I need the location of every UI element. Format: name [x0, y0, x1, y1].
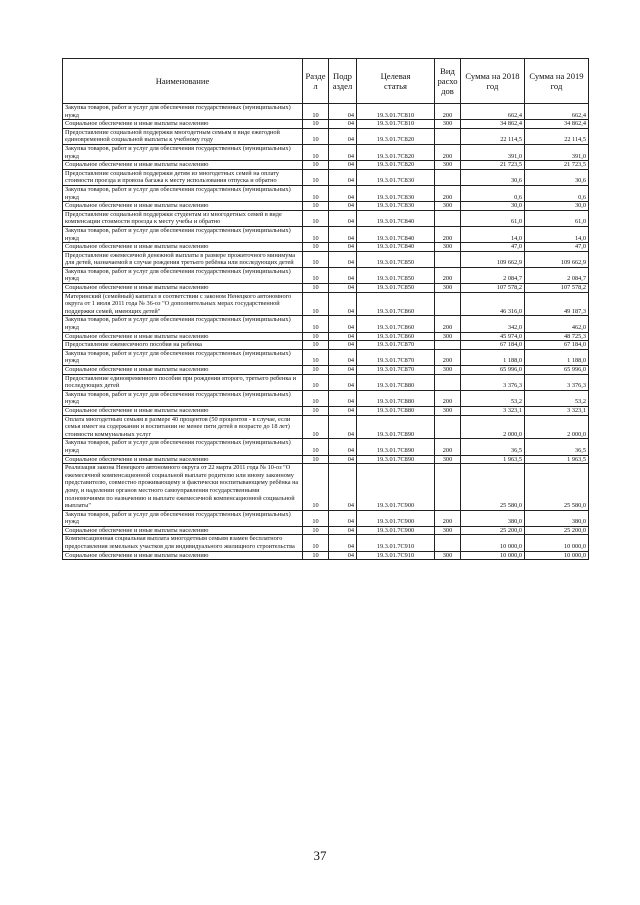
cell-sum-2018: 53,2 [461, 390, 525, 406]
cell-name: Социальное обеспечение и иные выплаты населению [63, 284, 303, 293]
cell-sum-2018: 30,6 [461, 169, 525, 185]
cell-sum-2018: 10 000,0 [461, 551, 525, 560]
cell-name: Закупка товаров, работ и услуг для обеспечения государственных (муниципальных) нужд [63, 439, 303, 455]
cell-sum-2019: 25 580,0 [525, 464, 589, 511]
table-row [63, 510, 589, 526]
header-sum-2019: Сумма на 2019 год [525, 59, 589, 104]
cell-subsection: 04 [329, 510, 357, 526]
cell-section: 10 [303, 535, 329, 551]
cell-sum-2019: 25 200,0 [525, 526, 589, 535]
cell-section: 10 [303, 366, 329, 375]
cell-subsection: 04 [329, 169, 357, 185]
cell-section: 10 [303, 464, 329, 511]
cell-section: 10 [303, 510, 329, 526]
cell-subsection: 04 [329, 144, 357, 160]
cell-sum-2018: 22 114,5 [461, 128, 525, 144]
table-row [63, 390, 589, 406]
table-row [63, 144, 589, 160]
cell-target-article: 19.3.01.7С890 [357, 455, 435, 464]
cell-expense-type [435, 415, 461, 439]
table-body [63, 104, 589, 560]
table-row [63, 128, 589, 144]
cell-section: 10 [303, 210, 329, 226]
table-row [63, 243, 589, 252]
cell-target-article: 19.3.01.7С860 [357, 332, 435, 341]
cell-name: Закупка товаров, работ и услуг для обеспечения государственных (муниципальных) нужд [63, 390, 303, 406]
cell-sum-2019: 34 862,4 [525, 120, 589, 129]
cell-sum-2018: 1 188,0 [461, 349, 525, 365]
cell-sum-2019: 65 996,0 [525, 366, 589, 375]
cell-subsection: 04 [329, 210, 357, 226]
cell-subsection: 04 [329, 535, 357, 551]
table-row [63, 120, 589, 129]
cell-section: 10 [303, 349, 329, 365]
cell-expense-type [435, 535, 461, 551]
cell-target-article: 19.3.01.7С810 [357, 104, 435, 120]
cell-target-article: 19.3.01.7С910 [357, 535, 435, 551]
cell-target-article: 19.3.01.7С880 [357, 390, 435, 406]
cell-subsection: 04 [329, 251, 357, 267]
cell-name: Предоставление единовременного пособия при рождении второго, третьего ребенка и последующих детей [63, 374, 303, 390]
header-target-article: Целевая статья [357, 59, 435, 104]
cell-sum-2019: 2 000,0 [525, 415, 589, 439]
cell-subsection: 04 [329, 292, 357, 316]
cell-target-article: 19.3.01.7С890 [357, 439, 435, 455]
cell-sum-2018: 109 662,9 [461, 251, 525, 267]
cell-subsection: 04 [329, 526, 357, 535]
cell-section: 10 [303, 341, 329, 350]
cell-expense-type [435, 169, 461, 185]
cell-subsection: 04 [329, 366, 357, 375]
cell-sum-2018: 1 963,5 [461, 455, 525, 464]
cell-section: 10 [303, 332, 329, 341]
table-row [63, 366, 589, 375]
cell-sum-2019: 47,0 [525, 243, 589, 252]
cell-section: 10 [303, 551, 329, 560]
cell-sum-2019: 109 662,9 [525, 251, 589, 267]
cell-name: Материнский (семейный) капитал в соответствии с законом Ненецкого автономного округа от 1 июля 2011 года № 36-оз "О дополнительных мерах государственной поддержки семей, имеющих детей" [63, 292, 303, 316]
cell-section: 10 [303, 243, 329, 252]
cell-subsection: 04 [329, 349, 357, 365]
table-row [63, 251, 589, 267]
cell-name: Предоставление социальной поддержки многодетным семьям в виде ежегодной единовременной социальной выплаты к учебному году [63, 128, 303, 144]
cell-subsection: 04 [329, 415, 357, 439]
cell-target-article: 19.3.01.7С820 [357, 144, 435, 160]
cell-subsection: 04 [329, 455, 357, 464]
cell-subsection: 04 [329, 185, 357, 201]
cell-expense-type [435, 374, 461, 390]
cell-sum-2018: 391,0 [461, 144, 525, 160]
cell-section: 10 [303, 316, 329, 332]
cell-target-article: 19.3.01.7С840 [357, 226, 435, 242]
cell-sum-2018: 0,6 [461, 185, 525, 201]
cell-sum-2019: 49 187,3 [525, 292, 589, 316]
header-section: Разде л [303, 59, 329, 104]
cell-name: Закупка товаров, работ и услуг для обеспечения государственных (муниципальных) нужд [63, 185, 303, 201]
table-row [63, 535, 589, 551]
cell-subsection: 04 [329, 332, 357, 341]
table-row [63, 455, 589, 464]
cell-sum-2018: 46 316,0 [461, 292, 525, 316]
cell-expense-type: 300 [435, 455, 461, 464]
cell-sum-2019: 61,0 [525, 210, 589, 226]
cell-sum-2019: 380,0 [525, 510, 589, 526]
cell-name: Социальное обеспечение и иные выплаты населению [63, 332, 303, 341]
cell-expense-type: 300 [435, 243, 461, 252]
cell-expense-type: 300 [435, 526, 461, 535]
page-number: 37 [313, 848, 327, 863]
cell-section: 10 [303, 226, 329, 242]
cell-name: Оплата многодетным семьям в размере 40 процентов (50 процентов - в случае, если семья имеет на содержании и воспитании не менее пяти детей в возрасте до 18 лет) стоимости коммунальных услуг [63, 415, 303, 439]
cell-sum-2018: 36,5 [461, 439, 525, 455]
table-row [63, 349, 589, 365]
table-row [63, 374, 589, 390]
cell-name: Закупка товаров, работ и услуг для обеспечения государственных (муниципальных) нужд [63, 144, 303, 160]
table-row [63, 292, 589, 316]
cell-section: 10 [303, 284, 329, 293]
cell-subsection: 04 [329, 161, 357, 170]
cell-target-article: 19.3.01.7С870 [357, 349, 435, 365]
cell-expense-type [435, 128, 461, 144]
table-row [63, 406, 589, 415]
table-row [63, 464, 589, 511]
cell-name: Реализация закона Ненецкого автономного округа от 22 марта 2011 года № 10-оз "О ежемесячной компенсационной социальной выплате родителю или иному законному представителю, совместно проживающему и фактически воспитывающему ребёнка на дому, и наделении органов местного самоуправления государственными полномочиями по назначению и выплате ежемесячной компенсационной социальной выплаты" [63, 464, 303, 511]
cell-expense-type: 200 [435, 439, 461, 455]
table-row [63, 104, 589, 120]
cell-section: 10 [303, 374, 329, 390]
cell-sum-2018: 25 200,0 [461, 526, 525, 535]
cell-name: Закупка товаров, работ и услуг для обеспечения государственных (муниципальных) нужд [63, 349, 303, 365]
cell-expense-type: 300 [435, 366, 461, 375]
cell-expense-type: 200 [435, 144, 461, 160]
cell-name: Социальное обеспечение и иные выплаты населению [63, 551, 303, 560]
cell-name: Социальное обеспечение и иные выплаты населению [63, 526, 303, 535]
cell-sum-2019: 14,0 [525, 226, 589, 242]
cell-target-article: 19.3.01.7С900 [357, 510, 435, 526]
cell-sum-2018: 45 974,0 [461, 332, 525, 341]
cell-name: Закупка товаров, работ и услуг для обеспечения государственных (муниципальных) нужд [63, 267, 303, 283]
cell-subsection: 04 [329, 243, 357, 252]
table-row [63, 202, 589, 211]
table-row [63, 415, 589, 439]
cell-target-article: 19.3.01.7С840 [357, 210, 435, 226]
cell-target-article: 19.3.01.7С900 [357, 464, 435, 511]
cell-section: 10 [303, 292, 329, 316]
cell-expense-type: 300 [435, 161, 461, 170]
table-row [63, 526, 589, 535]
cell-sum-2019: 21 723,5 [525, 161, 589, 170]
cell-expense-type [435, 251, 461, 267]
cell-sum-2019: 3 376,3 [525, 374, 589, 390]
cell-sum-2018: 61,0 [461, 210, 525, 226]
cell-section: 10 [303, 169, 329, 185]
cell-expense-type: 300 [435, 551, 461, 560]
cell-name: Социальное обеспечение и иные выплаты населению [63, 366, 303, 375]
table-row [63, 341, 589, 350]
cell-target-article: 19.3.01.7С830 [357, 169, 435, 185]
cell-sum-2018: 2 084,7 [461, 267, 525, 283]
cell-name: Социальное обеспечение и иные выплаты населению [63, 202, 303, 211]
cell-sum-2019: 48 725,3 [525, 332, 589, 341]
cell-section: 10 [303, 144, 329, 160]
cell-name: Компенсационная социальная выплата многодетным семьям взамен бесплатного предоставления земельных участков для индивидуального жилищного строительства [63, 535, 303, 551]
cell-sum-2019: 53,2 [525, 390, 589, 406]
table-row [63, 332, 589, 341]
table-header-row [63, 59, 589, 104]
cell-sum-2018: 34 862,4 [461, 120, 525, 129]
cell-section: 10 [303, 267, 329, 283]
cell-section: 10 [303, 128, 329, 144]
table-row [63, 439, 589, 455]
cell-expense-type: 300 [435, 284, 461, 293]
cell-subsection: 04 [329, 374, 357, 390]
cell-sum-2018: 3 376,3 [461, 374, 525, 390]
cell-sum-2019: 10 000,0 [525, 535, 589, 551]
cell-sum-2019: 1 963,5 [525, 455, 589, 464]
cell-sum-2018: 2 000,0 [461, 415, 525, 439]
cell-subsection: 04 [329, 128, 357, 144]
cell-subsection: 04 [329, 202, 357, 211]
cell-sum-2019: 0,6 [525, 185, 589, 201]
cell-expense-type: 200 [435, 267, 461, 283]
cell-expense-type: 300 [435, 406, 461, 415]
cell-sum-2019: 462,0 [525, 316, 589, 332]
cell-target-article: 19.3.01.7С850 [357, 284, 435, 293]
table-row [63, 267, 589, 283]
cell-expense-type: 200 [435, 104, 461, 120]
table-row [63, 161, 589, 170]
cell-sum-2019: 30,0 [525, 202, 589, 211]
cell-sum-2019: 3 323,1 [525, 406, 589, 415]
cell-expense-type: 200 [435, 510, 461, 526]
cell-section: 10 [303, 406, 329, 415]
cell-sum-2018: 25 580,0 [461, 464, 525, 511]
cell-sum-2019: 10 000,0 [525, 551, 589, 560]
cell-target-article: 19.3.01.7С900 [357, 526, 435, 535]
cell-name: Предоставление ежемесячного пособия на ребенка [63, 341, 303, 350]
cell-name: Закупка товаров, работ и услуг для обеспечения государственных (муниципальных) нужд [63, 316, 303, 332]
cell-sum-2018: 14,0 [461, 226, 525, 242]
header-expense-type: Вид расхо дов [435, 59, 461, 104]
cell-sum-2019: 36,5 [525, 439, 589, 455]
cell-section: 10 [303, 185, 329, 201]
cell-subsection: 04 [329, 390, 357, 406]
cell-subsection: 04 [329, 464, 357, 511]
cell-subsection: 04 [329, 341, 357, 350]
cell-sum-2019: 107 578,2 [525, 284, 589, 293]
cell-target-article: 19.3.01.7С860 [357, 316, 435, 332]
cell-target-article: 19.3.01.7С870 [357, 341, 435, 350]
cell-sum-2018: 65 996,0 [461, 366, 525, 375]
cell-target-article: 19.3.01.7С840 [357, 243, 435, 252]
cell-name: Социальное обеспечение и иные выплаты населению [63, 243, 303, 252]
table-row [63, 551, 589, 560]
cell-target-article: 19.3.01.7С830 [357, 185, 435, 201]
cell-sum-2018: 342,0 [461, 316, 525, 332]
cell-name: Закупка товаров, работ и услуг для обеспечения государственных (муниципальных) нужд [63, 226, 303, 242]
table-row [63, 316, 589, 332]
cell-name: Социальное обеспечение и иные выплаты населению [63, 455, 303, 464]
cell-expense-type: 300 [435, 120, 461, 129]
cell-section: 10 [303, 251, 329, 267]
cell-subsection: 04 [329, 439, 357, 455]
cell-subsection: 04 [329, 551, 357, 560]
cell-sum-2018: 107 578,2 [461, 284, 525, 293]
cell-sum-2019: 67 184,0 [525, 341, 589, 350]
cell-expense-type: 200 [435, 349, 461, 365]
cell-sum-2018: 30,0 [461, 202, 525, 211]
cell-expense-type: 200 [435, 226, 461, 242]
cell-target-article: 19.3.01.7С850 [357, 251, 435, 267]
cell-subsection: 04 [329, 284, 357, 293]
cell-section: 10 [303, 455, 329, 464]
header-name: Наименование [63, 59, 303, 104]
cell-subsection: 04 [329, 267, 357, 283]
cell-sum-2018: 47,0 [461, 243, 525, 252]
cell-expense-type [435, 341, 461, 350]
cell-target-article: 19.3.01.7С820 [357, 128, 435, 144]
cell-sum-2018: 380,0 [461, 510, 525, 526]
cell-target-article: 19.3.01.7С880 [357, 406, 435, 415]
cell-target-article: 19.3.01.7С860 [357, 292, 435, 316]
cell-section: 10 [303, 526, 329, 535]
header-sum-2018: Сумма на 2018 год [461, 59, 525, 104]
cell-target-article: 19.3.01.7С910 [357, 551, 435, 560]
cell-subsection: 04 [329, 104, 357, 120]
cell-name: Социальное обеспечение и иные выплаты населению [63, 161, 303, 170]
cell-name: Социальное обеспечение и иные выплаты населению [63, 406, 303, 415]
cell-target-article: 19.3.01.7С820 [357, 161, 435, 170]
cell-section: 10 [303, 439, 329, 455]
cell-section: 10 [303, 161, 329, 170]
cell-target-article: 19.3.01.7С830 [357, 202, 435, 211]
cell-expense-type [435, 292, 461, 316]
cell-expense-type: 200 [435, 316, 461, 332]
cell-subsection: 04 [329, 406, 357, 415]
cell-subsection: 04 [329, 226, 357, 242]
cell-sum-2019: 391,0 [525, 144, 589, 160]
cell-sum-2019: 22 114,5 [525, 128, 589, 144]
cell-sum-2018: 10 000,0 [461, 535, 525, 551]
cell-name: Закупка товаров, работ и услуг для обеспечения государственных (муниципальных) нужд [63, 510, 303, 526]
cell-sum-2018: 67 184,0 [461, 341, 525, 350]
budget-table [62, 58, 589, 560]
budget-table-container [62, 58, 588, 560]
cell-target-article: 19.3.01.7С870 [357, 366, 435, 375]
cell-expense-type: 300 [435, 202, 461, 211]
cell-sum-2019: 2 084,7 [525, 267, 589, 283]
table-row [63, 210, 589, 226]
table-row [63, 226, 589, 242]
cell-name: Предоставление социальной поддержки детям из многодетных семей на оплату стоимости проезда и провоза багажа к месту использования отпуска и обратно [63, 169, 303, 185]
cell-expense-type [435, 210, 461, 226]
cell-sum-2018: 21 723,5 [461, 161, 525, 170]
cell-sum-2019: 30,6 [525, 169, 589, 185]
header-subsection: Подр аздел [329, 59, 357, 104]
table-row [63, 284, 589, 293]
cell-sum-2019: 1 188,0 [525, 349, 589, 365]
cell-sum-2019: 662,4 [525, 104, 589, 120]
cell-target-article: 19.3.01.7С880 [357, 374, 435, 390]
cell-expense-type: 300 [435, 332, 461, 341]
cell-subsection: 04 [329, 120, 357, 129]
table-row [63, 185, 589, 201]
cell-target-article: 19.3.01.7С850 [357, 267, 435, 283]
cell-sum-2018: 662,4 [461, 104, 525, 120]
table-row [63, 169, 589, 185]
cell-name: Предоставление ежемесячной денежной выплаты в размере прожиточного минимума для детей, назначаемой в случае рождения третьего ребёнка или последующих детей [63, 251, 303, 267]
cell-section: 10 [303, 415, 329, 439]
cell-section: 10 [303, 202, 329, 211]
cell-name: Социальное обеспечение и иные выплаты населению [63, 120, 303, 129]
cell-name: Предоставление социальной поддержки студентам из многодетных семей в виде компенсации стоимости проезда к месту учебы и обратно [63, 210, 303, 226]
cell-section: 10 [303, 104, 329, 120]
cell-sum-2018: 3 323,1 [461, 406, 525, 415]
cell-subsection: 04 [329, 316, 357, 332]
cell-expense-type: 200 [435, 185, 461, 201]
cell-section: 10 [303, 390, 329, 406]
cell-name: Закупка товаров, работ и услуг для обеспечения государственных (муниципальных) нужд [63, 104, 303, 120]
cell-section: 10 [303, 120, 329, 129]
cell-expense-type [435, 464, 461, 511]
cell-expense-type: 200 [435, 390, 461, 406]
cell-target-article: 19.3.01.7С890 [357, 415, 435, 439]
cell-target-article: 19.3.01.7С810 [357, 120, 435, 129]
